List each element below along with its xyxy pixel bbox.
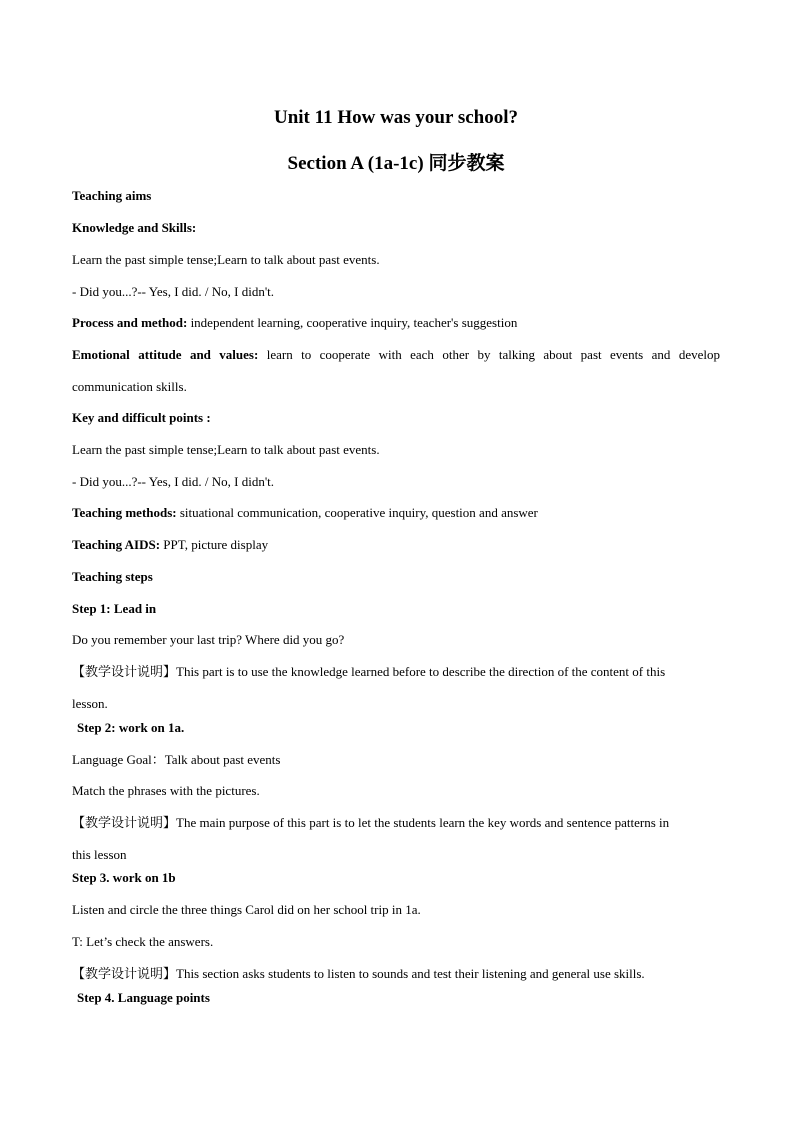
heading-key-points: Key and difficult points : — [72, 410, 211, 425]
design-note: 【教学设计说明】The main purpose of this part is to let the students learn the key words and sentence patterns in — [72, 815, 670, 830]
text-line: Learn the past simple tense;Learn to talk about past events. — [72, 252, 380, 267]
teaching-aids-line — [72, 537, 720, 553]
emotional-line — [72, 347, 720, 363]
text-line: communication skills. — [72, 379, 187, 394]
process-text: independent learning, cooperative inquiry, teacher's suggestion — [187, 315, 518, 330]
text-line: lesson. — [72, 696, 108, 711]
heading-knowledge-skills: Knowledge and Skills: — [72, 220, 197, 235]
document-title: Unit 11 How was your school? — [273, 107, 519, 128]
process-method-line — [72, 315, 720, 331]
methods-label: Teaching methods: — [72, 505, 177, 520]
design-note: 【教学设计说明】This section asks students to listen to sounds and test their listening and general use skills. — [72, 966, 645, 981]
heading-step-2: Step 2: work on 1a. — [77, 720, 185, 735]
process-label: Process and method: — [72, 315, 188, 330]
emotional-label: Emotional attitude and values: — [72, 347, 259, 362]
teaching-methods-line — [72, 505, 720, 521]
text-line: Listen and circle the three things Carol did on her school trip in 1a. — [72, 902, 421, 917]
text-line: Match the phrases with the pictures. — [72, 783, 260, 798]
text-line: T: Let’s check the answers. — [72, 934, 214, 949]
aids-text: PPT, picture display — [160, 537, 269, 552]
text-line: Do you remember your last trip? Where did you go? — [72, 632, 345, 647]
text-line: Learn the past simple tense;Learn to talk about past events. — [72, 442, 380, 457]
heading-step-3: Step 3. work on 1b — [72, 870, 176, 885]
methods-text: situational communication, cooperative inquiry, question and answer — [176, 505, 538, 520]
text-line: - Did you...?-- Yes, I did. / No, I didn't. — [72, 284, 275, 299]
document-subtitle: Section A (1a-1c) 同步教案 — [287, 153, 505, 174]
heading-step-1: Step 1: Lead in — [72, 601, 157, 616]
text-line: - Did you...?-- Yes, I did. / No, I didn't. — [72, 474, 275, 489]
heading-teaching-steps: Teaching steps — [72, 569, 153, 584]
text-line: this lesson — [72, 847, 127, 862]
heading-step-4: Step 4. Language points — [77, 990, 210, 1005]
heading-teaching-aims: Teaching aims — [72, 188, 152, 203]
design-note: 【教学设计说明】This part is to use the knowledge learned before to describe the direction of the content of this — [72, 664, 666, 679]
text-line: Language Goal：Talk about past events — [72, 752, 281, 767]
emotional-text: learn to cooperate with each other by talking about past events and develop — [258, 347, 720, 362]
aids-label: Teaching AIDS: — [72, 537, 161, 552]
